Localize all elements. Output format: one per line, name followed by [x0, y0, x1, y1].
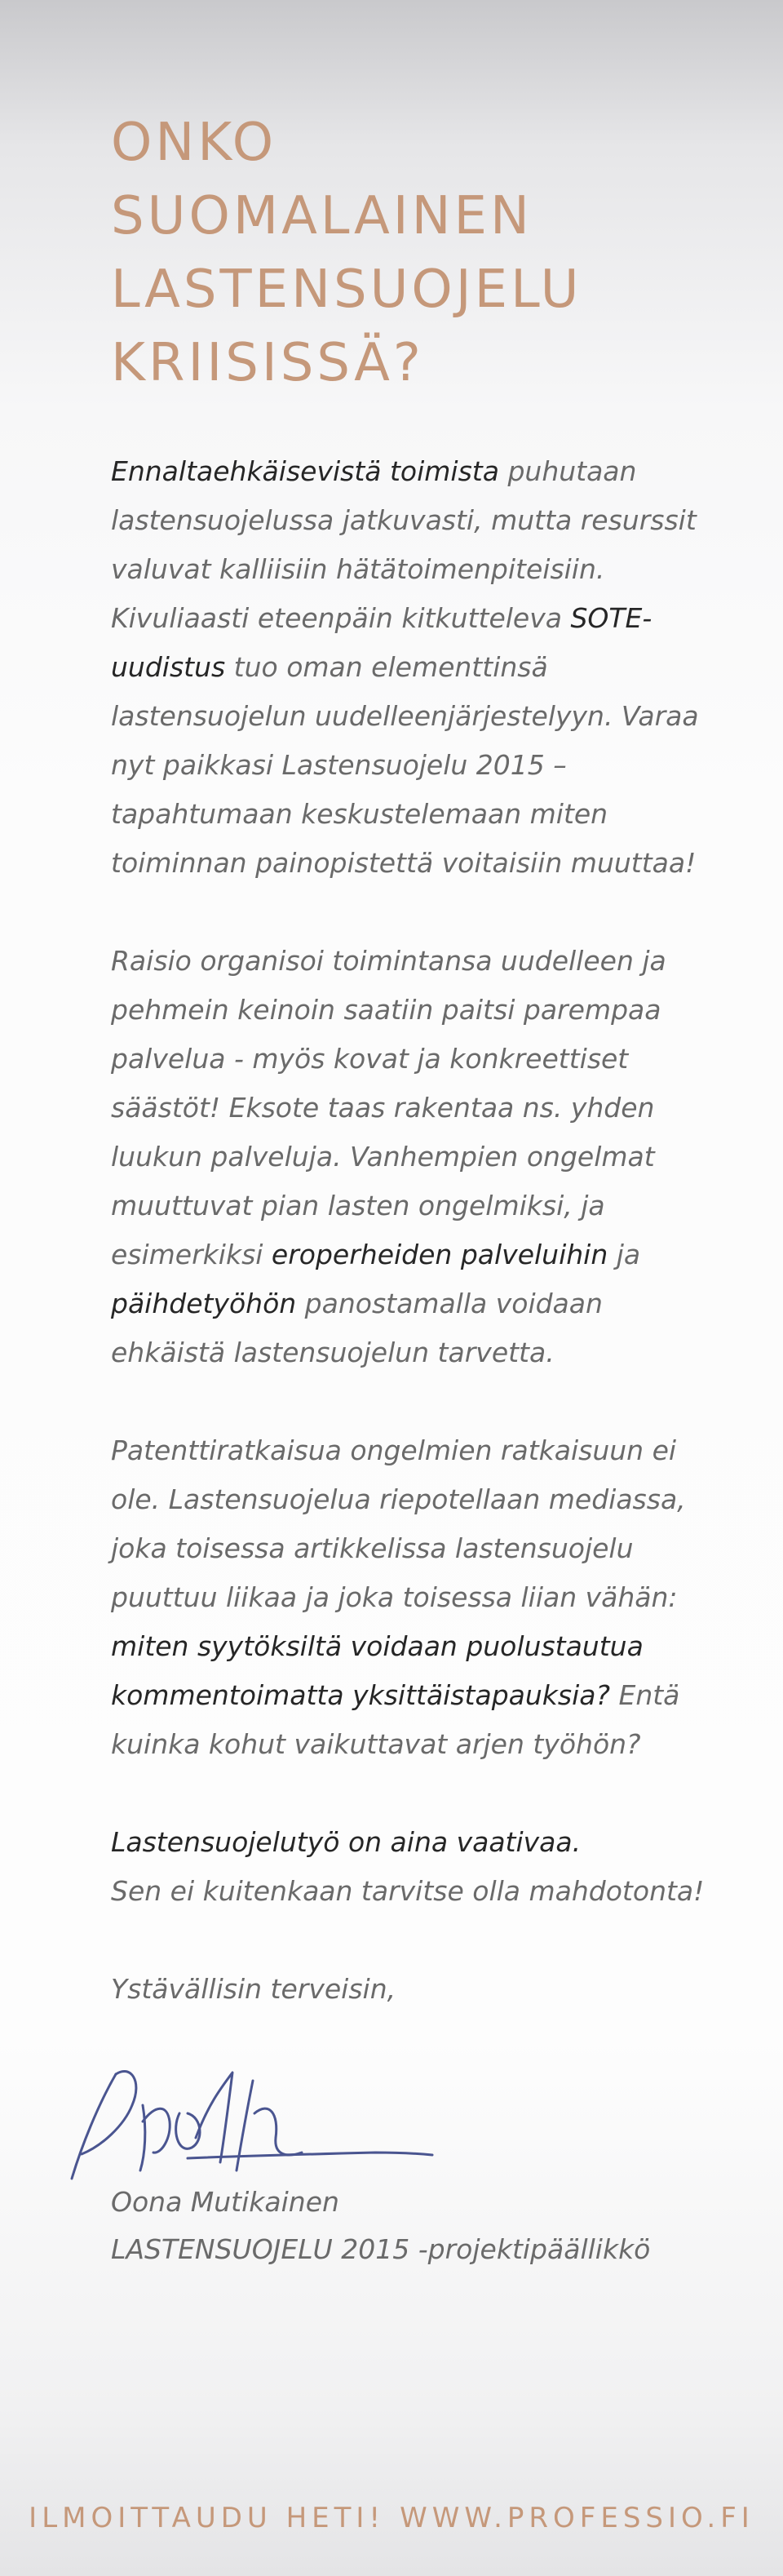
page-title	[111, 106, 706, 400]
paragraph-conclusion	[111, 1818, 706, 1916]
paragraph-examples	[111, 937, 706, 1377]
paragraph-intro-text-2: tuo oman elementtinsä lastensuojelun uudelleenjärjestelyyn. Varaa nyt paikkasi Lastensuojelu 2015 –tapahtumaan keskustelemaan miten toiminnan painopistettä voitaisiin muuttaa!	[111, 651, 699, 879]
emphasis-substance-work: päihdetyöhön	[111, 1288, 297, 1319]
letter-content	[111, 106, 706, 2014]
signature-block	[111, 2179, 706, 2273]
paragraph-media-text-1: Patenttiratkaisua ongelmien ratkaisuun ei ole. Lastensuojelua riepotellaan mediassa, joka toisessa artikkelissa lastensuojelu puuttuu liikaa ja joka toisessa liian vähän:	[111, 1434, 686, 1613]
emphasis-sote: SOTE-uudistus	[111, 602, 652, 683]
signer-name: Oona Mutikainen	[111, 2186, 339, 2218]
website-link[interactable]: WWW.PROFESSIO.FI	[400, 2502, 754, 2534]
emphasis-demanding: Lastensuojelutyö on aina vaativaa.	[111, 1826, 582, 1858]
paragraph-conclusion-text: Sen ei kuitenkaan tarvitse olla mahdotonta!	[111, 1875, 705, 1907]
title-line-3: LASTENSUOJELU	[111, 259, 582, 320]
title-line-1: ONKO	[111, 113, 277, 173]
paragraph-examples-text-2: ja	[608, 1239, 641, 1270]
title-line-4: KRIISISSÄ?	[111, 333, 424, 393]
closing-greeting: Ystävällisin terveisin,	[111, 1973, 396, 2005]
paragraph-examples-text-3: panostamalla voidaan ehkäistä lastensuojelun tarvetta.	[111, 1288, 603, 1368]
signer-role: LASTENSUOJELU 2015 -projektipäällikkö	[111, 2233, 651, 2265]
cta-text: ILMOITTAUDU HETI!	[29, 2502, 386, 2534]
footer-cta	[0, 2498, 783, 2534]
paragraph-intro-text-1: puhutaan lastensuojelussa jatkuvasti, mutta resurssit valuvat kalliisiin hätätoimenpiteisiin. Kivuliaasti eteenpäin kitkutteleva	[111, 455, 697, 634]
title-line-2: SUOMALAINEN	[111, 186, 533, 246]
paragraph-intro	[111, 447, 706, 888]
emphasis-defense: miten syytöksiltä voidaan puolustautua kommentoimatta yksittäistapauksia?	[111, 1630, 644, 1711]
emphasis-divorce-services: eroperheiden palveluihin	[271, 1239, 608, 1270]
paragraph-examples-text-1: Raisio organisoi toimintansa uudelleen ja pehmein keinoin saatiin paitsi parempaa palvelua - myös kovat ja konkreettiset säästöt! Eksote taas rakentaa ns. yhden luukun palveluja. Vanhempien ongelmat muuttuvat pian lasten ongelmiksi, ja esimerkiksi	[111, 945, 666, 1270]
handwritten-signature	[65, 2056, 440, 2195]
paragraph-media-text-2: Entä kuinka kohut vaikuttavat arjen työhön?	[111, 1679, 680, 1760]
paragraph-media	[111, 1426, 706, 1769]
emphasis-prevention: Ennaltaehkäisevistä toimista	[111, 455, 499, 487]
